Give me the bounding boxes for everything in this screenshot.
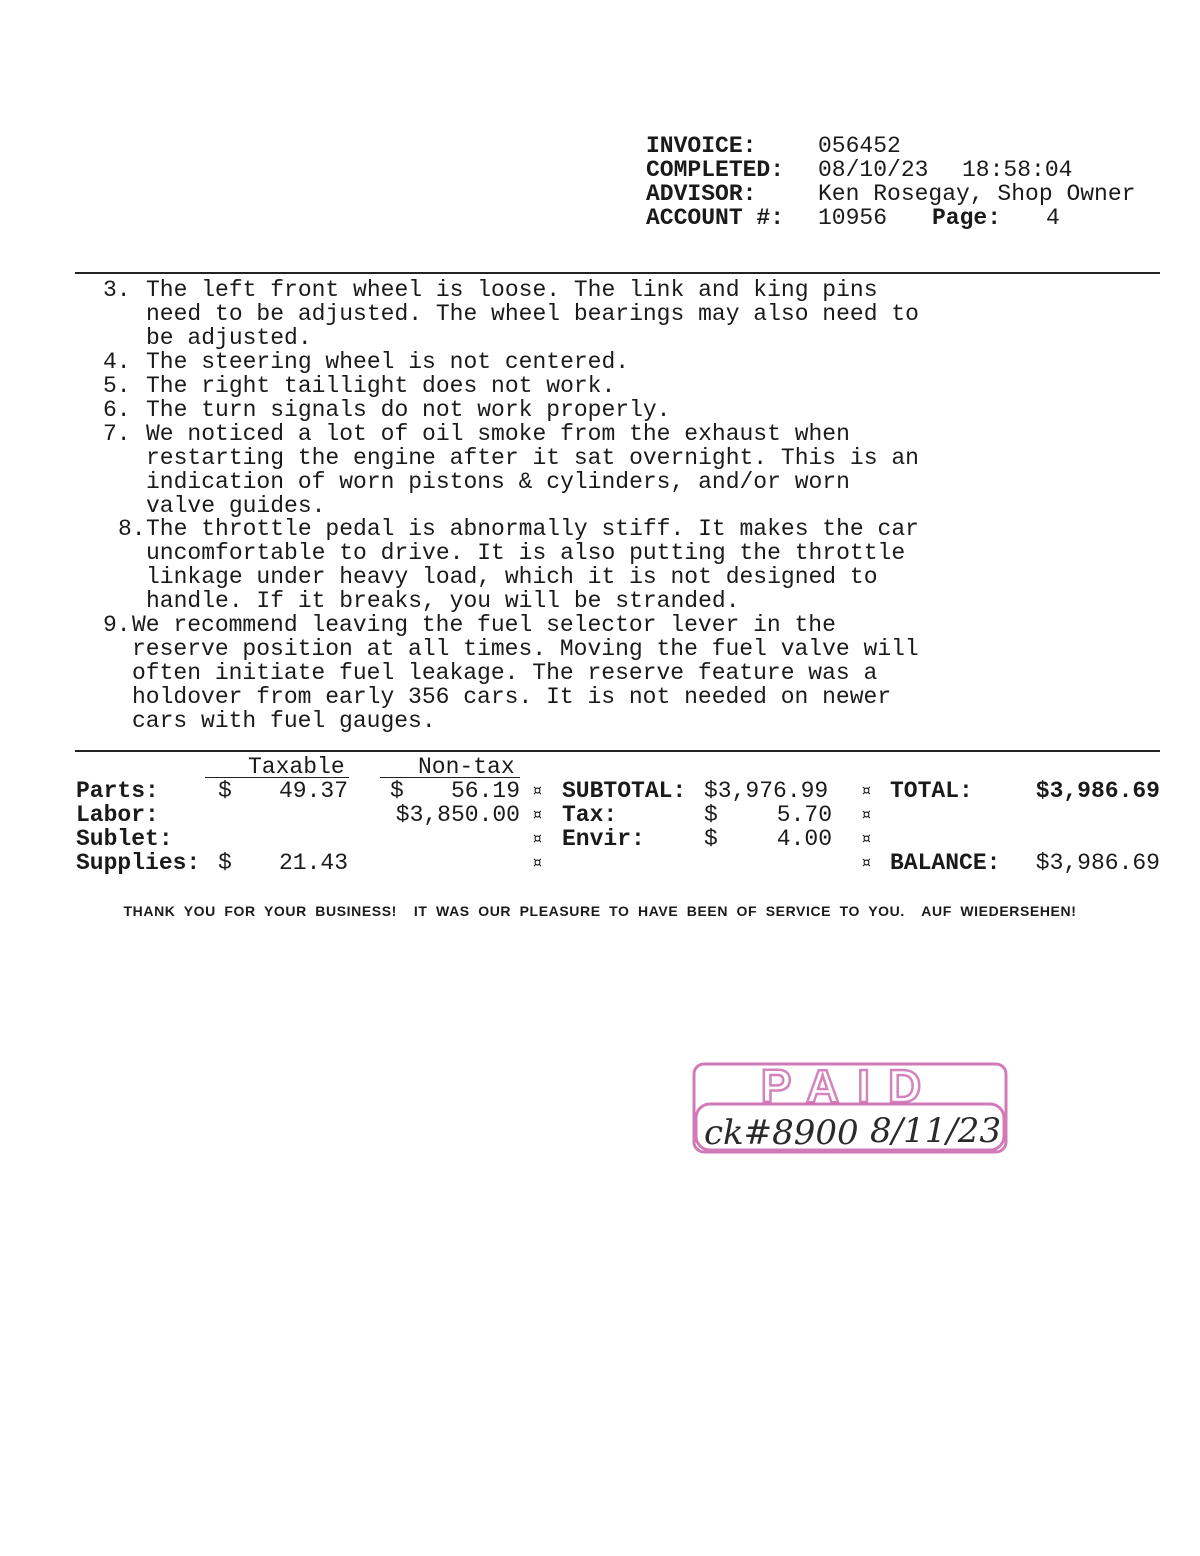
completed-date: 08/10/23 bbox=[818, 157, 929, 183]
note-line: linkage under heavy load, which it is not designed to bbox=[146, 564, 878, 590]
totals-divider bbox=[75, 750, 1160, 752]
separator-mark: ¤ bbox=[862, 855, 871, 871]
note-line: handle. If it breaks, you will be stranded. bbox=[146, 588, 740, 614]
account-label: ACCOUNT #: bbox=[646, 205, 785, 231]
supplies-taxable-currency: $ bbox=[218, 850, 232, 876]
note-line: The left front wheel is loose. The link and king pins bbox=[146, 277, 878, 303]
paid-date-handwriting: 8/11/23 bbox=[870, 1111, 1002, 1151]
envir-label: Envir: bbox=[562, 826, 645, 852]
separator-mark: ¤ bbox=[862, 783, 871, 799]
taxable-column-header: Taxable bbox=[248, 754, 345, 780]
paid-stamp-word: PAID bbox=[760, 1060, 940, 1112]
note-line: We recommend leaving the fuel selector lever in the bbox=[132, 612, 836, 638]
note-number: 7. bbox=[103, 421, 131, 447]
header-divider bbox=[75, 272, 1160, 274]
labor-nontax-value: $3,850.00 bbox=[395, 802, 520, 828]
note-line: indication of worn pistons & cylinders, and/or worn bbox=[146, 469, 850, 495]
note-number: 4. bbox=[103, 349, 131, 375]
note-line: be adjusted. bbox=[146, 325, 312, 351]
separator-mark: ¤ bbox=[533, 831, 542, 847]
note-number: 5. bbox=[103, 373, 131, 399]
balance-label: BALANCE: bbox=[890, 850, 1001, 876]
separator-mark: ¤ bbox=[862, 807, 871, 823]
separator-mark: ¤ bbox=[862, 831, 871, 847]
labor-label: Labor: bbox=[76, 802, 159, 828]
separator-mark: ¤ bbox=[533, 807, 542, 823]
note-line: valve guides. bbox=[146, 493, 326, 519]
separator-mark: ¤ bbox=[533, 855, 542, 871]
note-number: 8. bbox=[118, 516, 146, 542]
note-line: holdover from early 356 cars. It is not needed on newer bbox=[132, 684, 892, 710]
paid-stamp bbox=[690, 1058, 1010, 1158]
completed-label: COMPLETED: bbox=[646, 157, 785, 183]
parts-taxable-value: 49.37 bbox=[278, 778, 348, 804]
invoice-number: 056452 bbox=[818, 133, 901, 159]
invoice-label: INVOICE: bbox=[646, 133, 757, 159]
note-line: We noticed a lot of oil smoke from the exhaust when bbox=[146, 421, 850, 447]
completed-time: 18:58:04 bbox=[962, 157, 1073, 183]
tax-currency: $ bbox=[704, 802, 718, 828]
note-line: need to be adjusted. The wheel bearings may also need to bbox=[146, 301, 919, 327]
tax-value: 5.70 bbox=[776, 802, 832, 828]
balance-value: $3,986.69 bbox=[1035, 850, 1160, 876]
note-line: The throttle pedal is abnormally stiff. It makes the car bbox=[146, 516, 919, 542]
supplies-taxable-value: 21.43 bbox=[278, 850, 348, 876]
note-line: restarting the engine after it sat overnight. This is an bbox=[146, 445, 919, 471]
parts-nontax-currency: $ bbox=[390, 778, 404, 804]
parts-nontax-value: 56.19 bbox=[450, 778, 520, 804]
check-number-handwriting: ck#8900 bbox=[704, 1113, 859, 1153]
thank-you-message: THANK YOU FOR YOUR BUSINESS! IT WAS OUR PLEASURE TO HAVE BEEN OF SERVICE TO YOU. AUF WIEDERSEHEN! bbox=[123, 903, 1077, 919]
note-line: often initiate fuel leakage. The reserve feature was a bbox=[132, 660, 878, 686]
page-label: Page: bbox=[932, 205, 1002, 231]
note-line: The steering wheel is not centered. bbox=[146, 349, 630, 375]
page-number: 4 bbox=[1046, 205, 1060, 231]
account-number: 10956 bbox=[818, 205, 888, 231]
note-number: 6. bbox=[103, 397, 131, 423]
subtotal-value: $3,976.99 bbox=[704, 778, 829, 804]
advisor-label: ADVISOR: bbox=[646, 181, 757, 207]
note-line: The right taillight does not work. bbox=[146, 373, 616, 399]
total-value: $3,986.69 bbox=[1035, 778, 1160, 804]
note-number: 9. bbox=[103, 612, 131, 638]
supplies-label: Supplies: bbox=[76, 850, 201, 876]
note-line: cars with fuel gauges. bbox=[132, 708, 436, 734]
advisor-name: Ken Rosegay, Shop Owner bbox=[818, 181, 1136, 207]
paid-stamp-graphic bbox=[690, 1058, 1010, 1158]
envir-value: 4.00 bbox=[776, 826, 832, 852]
parts-label: Parts: bbox=[76, 778, 159, 804]
nontax-column-header: Non-tax bbox=[418, 754, 515, 780]
total-label: TOTAL: bbox=[890, 778, 973, 804]
parts-taxable-currency: $ bbox=[218, 778, 232, 804]
note-line: uncomfortable to drive. It is also putting the throttle bbox=[146, 540, 906, 566]
note-number: 3. bbox=[103, 277, 131, 303]
note-line: The turn signals do not work properly. bbox=[146, 397, 671, 423]
separator-mark: ¤ bbox=[533, 783, 542, 799]
envir-currency: $ bbox=[704, 826, 718, 852]
subtotal-label: SUBTOTAL: bbox=[562, 778, 687, 804]
tax-label: Tax: bbox=[562, 802, 618, 828]
note-line: reserve position at all times. Moving the fuel valve will bbox=[132, 636, 919, 662]
sublet-label: Sublet: bbox=[76, 826, 173, 852]
